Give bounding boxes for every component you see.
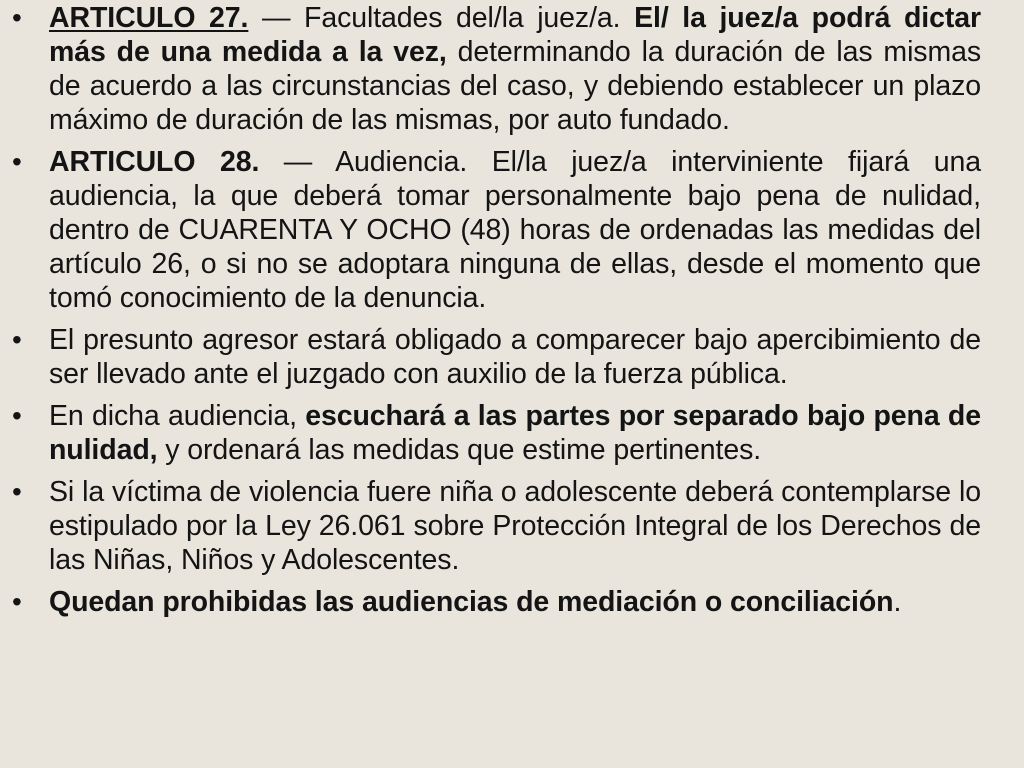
bold-text: El/ la juez/a podrá dictar más de una medida a la vez, [49, 2, 981, 68]
body-text: En dicha audiencia, [49, 400, 306, 432]
bullet-item-presunto-agresor [10, 323, 981, 391]
bullet-icon: • [12, 324, 22, 355]
body-text: . [893, 586, 902, 618]
article-heading: ARTICULO 28. [49, 146, 260, 178]
body-text: determinando la duración de las mismas de acuerdo a las circunstancias del caso, y debiendo establecer un plazo máximo de duración de las mismas, por auto fundado. [49, 36, 981, 136]
article-heading: ARTICULO 27. [49, 2, 249, 34]
bold-text: escuchará a las partes por separado bajo pena de nulidad, [49, 400, 981, 466]
bullet-icon: • [12, 2, 22, 33]
body-text: El presunto agresor estará obligado a comparecer bajo apercibimiento de ser llevado ante el juzgado con auxilio de la fuerza pública. [49, 324, 981, 390]
bullet-item-articulo-28 [10, 145, 981, 315]
bullet-item-prohibidas [10, 585, 981, 619]
bullet-item-articulo-27 [10, 1, 981, 137]
body-text: — Audiencia. El/la juez/a interviniente fijará una audiencia, la que deberá tomar personalmente bajo pena de nulidad, dentro de CUARENTA Y OCHO (48) horas de ordenadas las medidas del artículo 26, o si no se adoptara ninguna de ellas, desde el momento que tomó conocimiento de la denuncia. [49, 146, 982, 314]
bullet-icon: • [12, 586, 22, 617]
bullet-list [10, 1, 981, 619]
bullet-icon: • [12, 400, 22, 431]
bullet-item-dicha-audiencia [10, 399, 981, 467]
bullet-item-victima [10, 475, 981, 577]
body-text: Si la víctima de violencia fuere niña o adolescente deberá contemplarse lo estipulado por la Ley 26.061 sobre Protección Integral de los Derechos de las Niñas, Niños y Adolescentes. [49, 476, 981, 576]
bullet-icon: • [12, 146, 22, 177]
bold-text: Quedan prohibidas las audiencias de mediación o conciliación [49, 586, 894, 618]
article-title-text: — Facultades del/la juez/a. [248, 2, 635, 34]
bullet-icon: • [12, 476, 22, 507]
body-text: y ordenará las medidas que estime pertinentes. [157, 434, 762, 466]
